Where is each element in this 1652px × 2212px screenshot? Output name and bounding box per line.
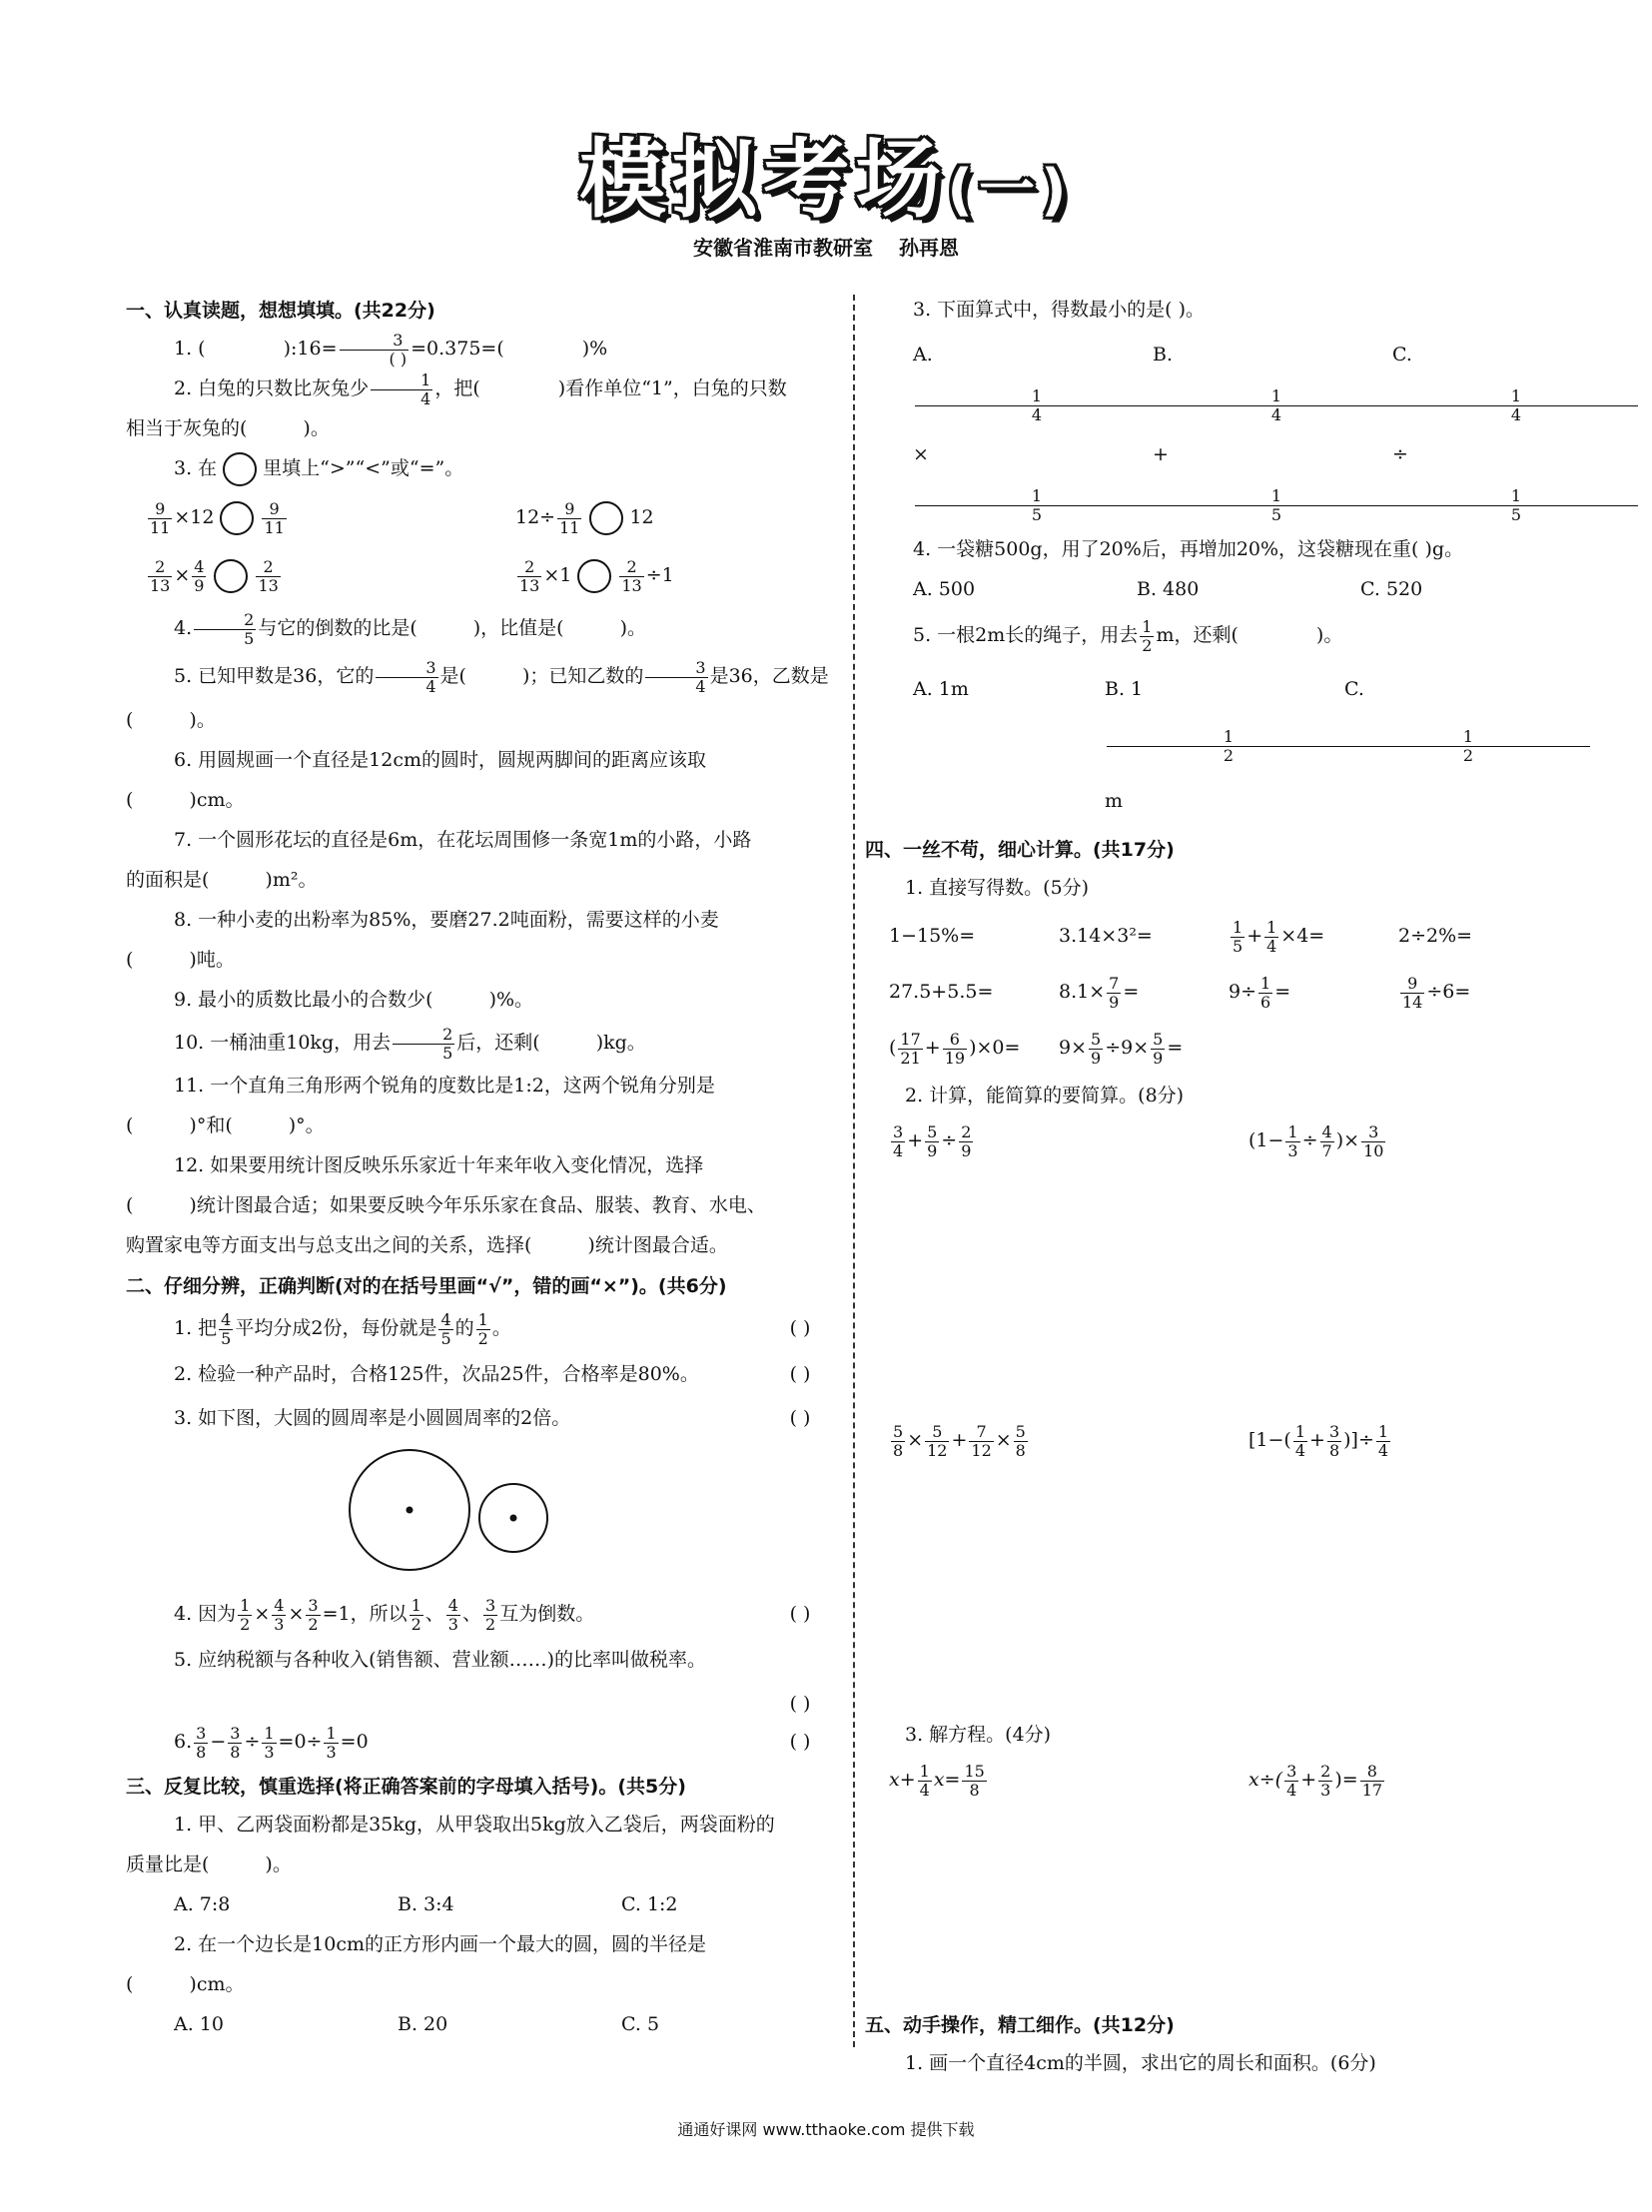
answer-paren[interactable]: ( ) xyxy=(789,1603,811,1625)
s1-q4: 4. $\frac{2}{5}$ 与它的倒数的比是( )，比值是( )。 xyxy=(174,609,646,648)
option-a[interactable]: A. 1m xyxy=(913,678,969,700)
option-c[interactable]: C. 5 xyxy=(621,2013,660,2035)
compare-circle[interactable] xyxy=(220,501,254,535)
s1-q11: 11. 一个直角三角形两个锐角的度数比是1:2，这两个锐角分别是 xyxy=(174,1075,715,1097)
s1-q6: 6. 用圆规画一个直径是12cm的圆时，圆规两脚间的距离应该取 xyxy=(174,749,707,771)
option-b[interactable]: B. 480 xyxy=(1137,578,1200,600)
option-b[interactable]: $B.\frac{1}{4}+\frac{1}{5}$ xyxy=(1153,330,1392,529)
s1-q7-cont: 的面积是( )m²。 xyxy=(126,869,318,891)
option-c[interactable]: C. 520 xyxy=(1360,578,1423,600)
large-circle-center xyxy=(407,1507,413,1514)
author-line xyxy=(0,232,1652,261)
answer-paren[interactable]: ( ) xyxy=(789,1731,811,1753)
section4-title: 四、一丝不苟，细心计算。(共17分) xyxy=(865,839,1175,861)
s1-q3: 3. 在 里填上“>”“<”或“=”。 xyxy=(126,448,845,488)
option-a[interactable]: A. 500 xyxy=(913,578,976,600)
s4-p3: 3. 解方程。(4分) xyxy=(905,1724,1052,1746)
s3-q4: 4. 一袋糖500g，用了20%后，再增加20%，这袋糖现在重( )g。 xyxy=(913,538,1464,560)
s1-q5-cont: ( )。 xyxy=(126,709,216,731)
option-b[interactable]: B. $1\frac{1}{2}m$ xyxy=(1105,661,1344,829)
s2-q2: 2. 检验一种产品时，合格125件，次品25件，合格率是80%。 ( ) xyxy=(126,1352,845,1396)
s3-q2: 2. 在一个边长是10cm的正方形内画一个最大的圆，圆的半径是 xyxy=(174,1933,707,1955)
option-a[interactable]: A. 10 xyxy=(174,2013,224,2035)
s1-q1: 1. ( ):16= $\frac{3}{( )}$ =0.375=( )% xyxy=(174,330,608,369)
s3-q5: 5. 一根2m长的绳子，用去 $\frac{1}{2}$ m，还剩( )。 xyxy=(913,616,1343,655)
compare-circle[interactable] xyxy=(577,559,611,593)
answer-paren[interactable]: ( ) xyxy=(789,1407,811,1429)
section2-title: 二、仔细分辨，正确判断(对的在括号里画“√”，错的画“×”)。(共6分) xyxy=(126,1275,727,1297)
section3-title: 三、反复比较，慎重选择(将正确答案前的字母填入括号)。(共5分) xyxy=(126,1776,686,1798)
work-space[interactable] xyxy=(865,1805,1584,2004)
s2-q3: 3. 如下图，大圆的圆周率是小圆圆周率的2倍。 ( ) xyxy=(126,1396,845,1440)
option-a[interactable]: $A.\frac{1}{4}\times\frac{1}{5}$ xyxy=(913,330,1153,529)
s4-oral-row1: 1−15%= 3.14×3²= $\frac{1}{5}$ + $\frac{1}{4}$ ×4= 2÷2%= xyxy=(889,917,1473,956)
s1-q8: 8. 一种小麦的出粉率为85%，要磨27.2吨面粉，需要这样的小麦 xyxy=(174,909,719,931)
s1-q12: 12. 如果要用统计图反映乐乐家近十年来年收入变化情况，选择 xyxy=(174,1154,704,1176)
s1-q2-cont: 相当于灰兔的( )。 xyxy=(126,417,330,439)
s1-q12-cont2: 购置家电等方面支出与总支出之间的关系，选择( )统计图最合适。 xyxy=(126,1234,728,1256)
right-column xyxy=(865,290,1584,2083)
option-c[interactable]: $C.\frac{1}{4}\div\frac{1}{5}$ xyxy=(1392,330,1632,529)
s1-q8-cont: ( )吨。 xyxy=(126,949,235,971)
s1-q11-cont: ( )°和( )°。 xyxy=(126,1114,325,1136)
s2-q4: 4. 因为 $\frac{1}{2}$ × $\frac{4}{3}$ × $\frac{3}{2}$ =1，所以 $\frac{1}{2}$ 、 $\frac{4}{3}$ 、 $\frac{3}{2}$ 互为倒数。 ( ) xyxy=(126,1590,845,1638)
title-main: 模拟考场 xyxy=(579,130,948,230)
s1-q5: 5. 已知甲数是36，它的 $\frac{3}{4}$ 是( )；已知乙数的 $\frac{3}{4}$ 是36，乙数是 xyxy=(174,657,829,696)
footer-text: 通通好课网 www.tthaoke.com 提供下载 xyxy=(677,2120,975,2139)
author-name: 孙再恩 xyxy=(899,236,959,260)
s4-oral-row3: ( $\frac{17}{21}$ + $\frac{6}{19}$ )×0= 9× $\frac{5}{9}$ ÷9× $\frac{5}{9}$ = xyxy=(889,1029,1184,1068)
compare-circle[interactable] xyxy=(589,501,623,535)
s1-q6-cont: ( )cm。 xyxy=(126,789,245,811)
option-c[interactable]: C. 1:2 xyxy=(621,1893,678,1915)
s4-p2: 2. 计算，能简算的要简算。(8分) xyxy=(905,1085,1185,1106)
option-b[interactable]: B. 3:4 xyxy=(398,1893,454,1915)
section1-title: 一、认真读题，想想填填。(共22分) xyxy=(126,300,435,322)
s2-q5-paren-row xyxy=(126,1682,845,1718)
s3-q1-cont: 质量比是( )。 xyxy=(126,1853,292,1875)
section5-title: 五、动手操作，精工细作。(共12分) xyxy=(865,2014,1175,2036)
s3-q2-options xyxy=(126,2004,845,2044)
left-column xyxy=(126,290,845,2044)
s3-q3-options xyxy=(865,330,1584,529)
s3-q4-options xyxy=(865,569,1584,609)
option-b[interactable]: B. 20 xyxy=(398,2013,448,2035)
work-space[interactable] xyxy=(865,1165,1584,1415)
s3-q5-options xyxy=(865,661,1584,829)
s5-q1: 1. 画一个直径4cm的半圆，求出它的周长和面积。(6分) xyxy=(905,2052,1376,2074)
s3-q1-options xyxy=(126,1884,845,1924)
circles-figure xyxy=(126,1440,845,1590)
option-c[interactable]: $C.\frac{1}{2}$ xyxy=(1344,661,1584,829)
s1-q3-row1: $\frac{9}{11}$ ×12 $\frac{9}{11}$ 12÷ $\frac{9}{11}$ 12 xyxy=(150,498,654,537)
s1-q9: 9. 最小的质数比最小的合数少( )%。 xyxy=(174,989,534,1011)
page-title xyxy=(0,110,1652,234)
answer-paren[interactable]: ( ) xyxy=(789,1363,811,1385)
s3-q1: 1. 甲、乙两袋面粉都是35kg，从甲袋取出5kg放入乙袋后，两袋面粉的 xyxy=(174,1814,775,1836)
s1-q10: 10. 一桶油重10kg，用去 $\frac{2}{5}$ 后，还剩( )kg。 xyxy=(174,1024,646,1063)
s3-q3: 3. 下面算式中，得数最小的是( )。 xyxy=(913,299,1206,321)
answer-paren[interactable]: ( ) xyxy=(789,1317,811,1339)
s4-p1: 1. 直接写得数。(5分) xyxy=(905,877,1090,899)
s2-q6: 6. $\frac{3}{8}$ − $\frac{3}{8}$ ÷ $\frac{1}{3}$ =0÷ $\frac{1}{3}$ =0 ( ) xyxy=(126,1718,845,1766)
s4-calc-row1: $\frac{3}{4}$ + $\frac{5}{9}$ ÷ $\frac{2}{9}$ (1− $\frac{1}{3}$ ÷ $\frac{4}{7}$ )× $\frac{3}{10}$ xyxy=(893,1121,1384,1160)
column-divider xyxy=(853,295,855,2047)
s4-equations: x+ $\frac{1}{4}$ x= $\frac{15}{8}$ x÷( $\frac{3}{4}$ + $\frac{2}{3}$ )= $\frac{8}{17}$ xyxy=(889,1761,1383,1800)
s1-q3-row2: $\frac{2}{13}$ × $\frac{4}{9}$ $\frac{2}{13}$ $\frac{2}{13}$ ×1 $\frac{2}{13}$ ÷1 xyxy=(150,556,674,595)
s1-q7: 7. 一个圆形花坛的直径是6m，在花坛周围修一条宽1m的小路，小路 xyxy=(174,829,752,851)
s2-q5: 5. 应纳税额与各种收入(销售额、营业额……)的比率叫做税率。 xyxy=(174,1649,706,1671)
s3-q2-cont: ( )cm。 xyxy=(126,1973,245,1995)
s4-oral-row2: 27.5+5.5= 8.1× $\frac{7}{9}$ = 9÷ $\frac{1}{6}$ = $\frac{9}{14}$ ÷6= xyxy=(889,973,1471,1012)
work-space[interactable] xyxy=(865,1465,1584,1715)
s4-calc-row2: $\frac{5}{8}$ × $\frac{5}{12}$ + $\frac{7}{12}$ × $\frac{5}{8}$ [1−( $\frac{1}{4}$ + $\frac{3}{8}$ )]÷ $\frac{1}{4}$ xyxy=(893,1421,1389,1460)
answer-paren[interactable]: ( ) xyxy=(789,1693,811,1715)
title-number: (一) xyxy=(947,158,1073,223)
s1-q2: 2. 白兔的只数比灰兔少 $\frac{1}{4}$ ，把( )看作单位“1”，白兔的只数 xyxy=(174,369,787,408)
option-a[interactable]: A. 7:8 xyxy=(174,1893,231,1915)
compare-circle[interactable] xyxy=(214,559,248,593)
s2-q1: 1. 把 $\frac{4}{5}$ 平均分成2份，每份就是 $\frac{4}{5}$ 的 $\frac{1}{2}$ 。 ( ) xyxy=(126,1304,845,1352)
s1-q12-cont: ( )统计图最合适；如果要反映今年乐乐家在食品、服装、教育、水电、 xyxy=(126,1194,766,1216)
author-org: 安徽省淮南市教研室 xyxy=(693,236,873,260)
compare-circle[interactable] xyxy=(223,452,257,486)
small-circle-center xyxy=(510,1515,517,1522)
